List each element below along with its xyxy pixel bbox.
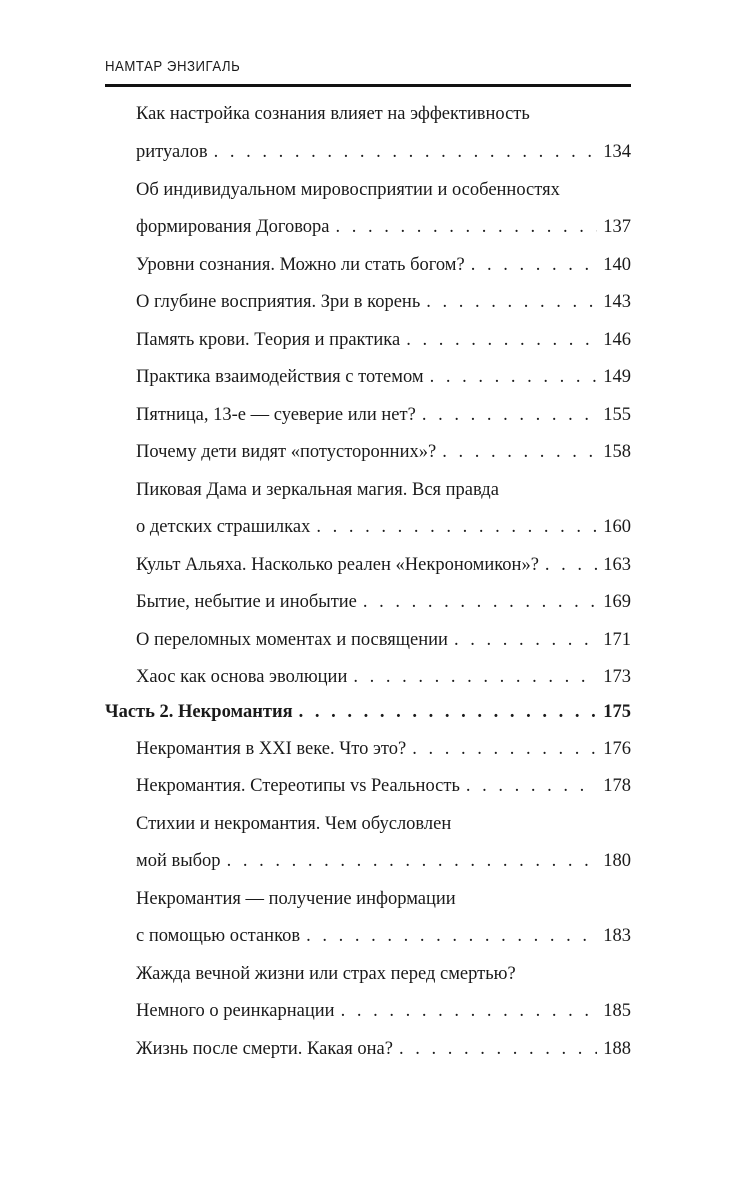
toc-entry-text: Как настройка сознания влияет на эффективность <box>136 104 530 124</box>
toc-page-number: 180 <box>603 851 631 871</box>
dot-leader <box>422 401 597 429</box>
toc-entry <box>136 810 631 838</box>
toc-entry <box>136 663 631 691</box>
dot-leader <box>399 1035 597 1063</box>
toc-page-number: 173 <box>603 667 631 687</box>
toc-entry <box>136 251 631 279</box>
toc-entry-text: Некромантия — получение информации <box>136 889 456 909</box>
toc-entry-text: Уровни сознания. Можно ли стать богом? <box>136 255 465 275</box>
toc-page-number: 163 <box>603 555 631 575</box>
dot-leader <box>306 922 597 950</box>
dot-leader <box>336 213 597 241</box>
toc-entry <box>136 1035 631 1063</box>
toc-page-number: 176 <box>603 739 631 759</box>
toc-page-number: 183 <box>603 926 631 946</box>
toc-entry-text: Жажда вечной жизни или страх перед смертью? <box>136 964 516 984</box>
toc-entry-text: Стихии и некромантия. Чем обусловлен <box>136 814 452 834</box>
running-head-title: НАМТАР ЭНЗИГАЛЬ <box>105 58 241 75</box>
toc-page-number: 185 <box>603 1001 631 1021</box>
toc-entry-text: ритуалов <box>136 142 208 162</box>
toc-entry <box>136 922 631 950</box>
toc-entry <box>136 476 631 504</box>
toc-entry <box>136 138 631 166</box>
toc-entry <box>136 885 631 913</box>
toc-entry <box>136 735 631 763</box>
toc-page-number: 175 <box>603 702 631 722</box>
dot-leader <box>214 138 597 166</box>
toc-entry <box>136 772 631 800</box>
dot-leader <box>316 513 597 541</box>
toc-entry <box>136 588 631 616</box>
toc-part-title: Часть 2. Некромантия <box>105 702 293 722</box>
toc-entry <box>136 847 631 875</box>
toc-entry-text: с помощью останков <box>136 926 301 946</box>
toc-entry <box>136 438 631 466</box>
toc-entry-text: мой выбор <box>136 851 221 871</box>
toc-page-number: 169 <box>603 592 631 612</box>
toc-page-number: 171 <box>603 630 631 650</box>
toc-entry <box>136 513 631 541</box>
toc-entry-text: о детских страшилках <box>136 517 311 537</box>
toc-entry-text: О глубине восприятия. Зри в корень <box>136 292 421 312</box>
toc-page-number: 155 <box>603 405 631 425</box>
toc-entry <box>136 997 631 1025</box>
dot-leader <box>227 847 597 875</box>
dot-leader <box>363 588 597 616</box>
toc-page-number: 149 <box>603 367 631 387</box>
toc-entry <box>136 176 631 204</box>
dot-leader <box>341 997 597 1025</box>
dot-leader <box>299 698 597 726</box>
toc-entry-text: Об индивидуальном мировосприятии и особенностях <box>136 180 560 200</box>
toc-page-number: 146 <box>603 330 631 350</box>
dot-leader <box>426 288 597 316</box>
toc-part-heading <box>105 698 631 726</box>
toc-entry <box>136 363 631 391</box>
toc-entry-text: Немного о реинкарнации <box>136 1001 335 1021</box>
toc-page-number: 140 <box>603 255 631 275</box>
toc-entry-text: Некромантия в XXI веке. Что это? <box>136 739 407 759</box>
toc-entry-text: Память крови. Теория и практика <box>136 330 401 350</box>
toc-entry-text: формирования Договора <box>136 217 330 237</box>
dot-leader <box>454 626 597 654</box>
toc-page-number: 137 <box>603 217 631 237</box>
dot-leader <box>406 326 597 354</box>
toc-page-number: 178 <box>603 776 631 796</box>
toc-entry-text: Пятница, 13-е — суеверие или нет? <box>136 405 416 425</box>
toc-page-number: 188 <box>603 1039 631 1059</box>
dot-leader <box>466 772 597 800</box>
toc-page-number: 160 <box>603 517 631 537</box>
header-rule <box>105 84 631 87</box>
toc-entry <box>136 213 631 241</box>
toc-entry-text: Пиковая Дама и зеркальная магия. Вся правда <box>136 480 499 500</box>
toc-entry-text: Почему дети видят «потусторонних»? <box>136 442 437 462</box>
toc-entry-text: Хаос как основа эволюции <box>136 667 348 687</box>
dot-leader <box>471 251 597 279</box>
toc-entry-text: Жизнь после смерти. Какая она? <box>136 1039 393 1059</box>
toc-entry-text: О переломных моментах и посвящении <box>136 630 448 650</box>
toc-page-number: 134 <box>603 142 631 162</box>
toc-entry <box>136 401 631 429</box>
dot-leader <box>353 663 597 691</box>
toc-entry <box>136 551 631 579</box>
dot-leader <box>430 363 597 391</box>
toc-entry-text: Практика взаимодействия с тотемом <box>136 367 424 387</box>
dot-leader <box>545 551 597 579</box>
toc-entry <box>136 626 631 654</box>
toc-page-number: 143 <box>603 292 631 312</box>
dot-leader <box>412 735 597 763</box>
toc-entry <box>136 288 631 316</box>
dot-leader <box>442 438 597 466</box>
toc-entry-text: Некромантия. Стереотипы vs Реальность <box>136 776 460 796</box>
toc-entry <box>136 960 631 988</box>
toc-entry <box>136 100 631 128</box>
toc-page-number: 158 <box>603 442 631 462</box>
toc-entry-text: Культ Альяха. Насколько реален «Некрономикон»? <box>136 555 539 575</box>
toc-entry <box>136 326 631 354</box>
toc-entry-text: Бытие, небытие и инобытие <box>136 592 357 612</box>
